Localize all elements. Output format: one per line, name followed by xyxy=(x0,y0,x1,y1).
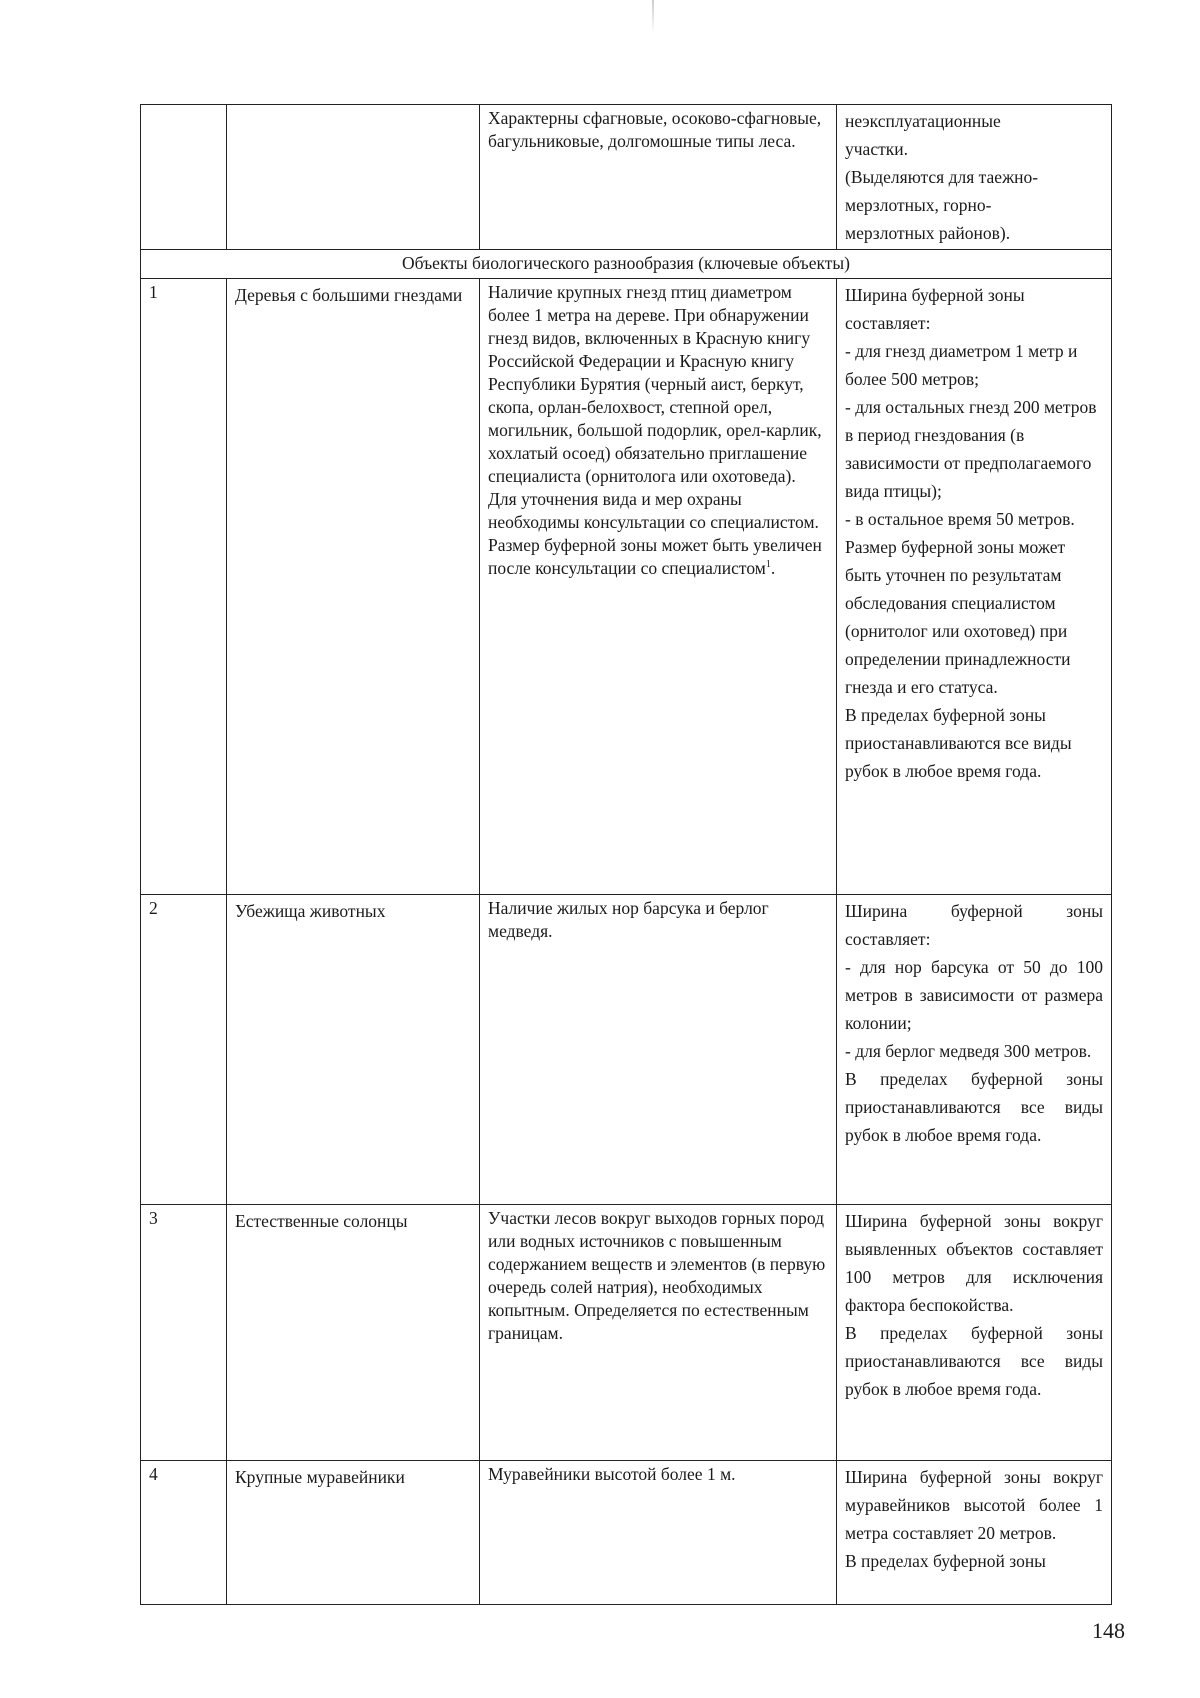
buffer-line: мерзлотных, горно- xyxy=(845,195,992,215)
cell-num-empty xyxy=(141,105,227,250)
buffer-zone-text: Ширина буферной зоны вокруг муравейников высотой более 1 метра составляет 20 метров. В пределах буферной зоны xyxy=(837,1461,1112,1605)
buffer-zone-text: Ширина буферной зоны составляет: - для нор барсука от 50 до 100 метров в зависимости от размера колонии; - для берлог медведя 300 метров. В пределах буферной зоны приостанавливаются все виды рубок в любое время года. xyxy=(837,895,1112,1205)
buffer-line: участки. xyxy=(845,139,908,159)
row-number: 4 xyxy=(141,1461,227,1605)
scan-artifact xyxy=(652,0,654,34)
object-name: Естественные солонцы xyxy=(227,1205,480,1461)
row-number: 1 xyxy=(141,279,227,895)
cell-description xyxy=(480,105,837,250)
buffer-zone-text: Ширина буферной зоны составляет: - для гнезд диаметром 1 метр и более 500 метров; - для остальных гнезд 200 метров в период гнездования (в зависимости от предполагаемого вида птицы); - в остальное время 50 метров. Размер буферной зоны может быть уточнен по результатам обследования специалистом (орнитолог или охотовед) при определении принадлежности гнезда и его статуса. В пределах буферной зоны приостанавливаются все виды рубок в любое время года. xyxy=(837,279,1112,895)
row-number: 2 xyxy=(141,895,227,1205)
buffer-zone-text: Ширина буферной зоны вокруг выявленных объектов составляет 100 метров для исключения фактора беспокойства. В пределах буферной зоны приостанавливаются все виды рубок в любое время года. xyxy=(837,1205,1112,1461)
section-title: Объекты биологического разнообразия (ключевые объекты) xyxy=(141,250,1112,279)
description-end: . xyxy=(770,558,776,578)
cell-buffer xyxy=(837,105,1112,250)
object-description xyxy=(480,279,837,895)
object-name: Деревья с большими гнездами xyxy=(227,279,480,895)
buffer-line: мерзлотных районов). xyxy=(845,223,1011,243)
footnote-mark: 1 xyxy=(765,559,771,571)
table-row xyxy=(141,895,1112,1205)
buffer-line: неэксплуатационные xyxy=(845,111,1001,131)
cell-name-empty xyxy=(227,105,480,250)
section-title-row xyxy=(141,250,1112,279)
table-row xyxy=(141,1461,1112,1605)
page-number: 148 xyxy=(1092,1618,1125,1643)
object-description: Участки лесов вокруг выходов горных пород или водных источников с повышенным содержанием веществ и элементов (в первую очередь солей натрия), необходимых копытным. Определяется по естественным границам. xyxy=(480,1205,837,1461)
biodiversity-table xyxy=(140,104,1112,1605)
object-name: Крупные муравейники xyxy=(227,1461,480,1605)
description-text: Наличие крупных гнезд птиц диаметром более 1 метра на дереве. При обнаружении гнезд видов, включенных в Красную книгу Российской Федерации и Красную книгу Республики Бурятия (черный аист, беркут, скопа, орлан-белохвост, степной орел, могильник, большой подорлик, орел-карлик, хохлатый осоед) обязательно приглашение специалиста (орнитолога или охотоведа). Для уточнения вида и мер охраны необходимы консультации со специалистом. Размер буферной зоны может быть увеличен после консультации со специалистом xyxy=(488,282,822,578)
table-row xyxy=(141,1205,1112,1461)
object-description: Муравейники высотой более 1 м. xyxy=(480,1461,837,1605)
row-number: 3 xyxy=(141,1205,227,1461)
table-row-continued xyxy=(141,105,1112,250)
table-row xyxy=(141,279,1112,895)
object-description: Наличие жилых нор барсука и берлог медведя. xyxy=(480,895,837,1205)
object-name: Убежища животных xyxy=(227,895,480,1205)
buffer-line: (Выделяются для таежно- xyxy=(845,167,1039,187)
continued-description: Характерны сфагновые, осоково-сфагновые, багульниковые, долгомошные типы леса. xyxy=(488,108,822,151)
